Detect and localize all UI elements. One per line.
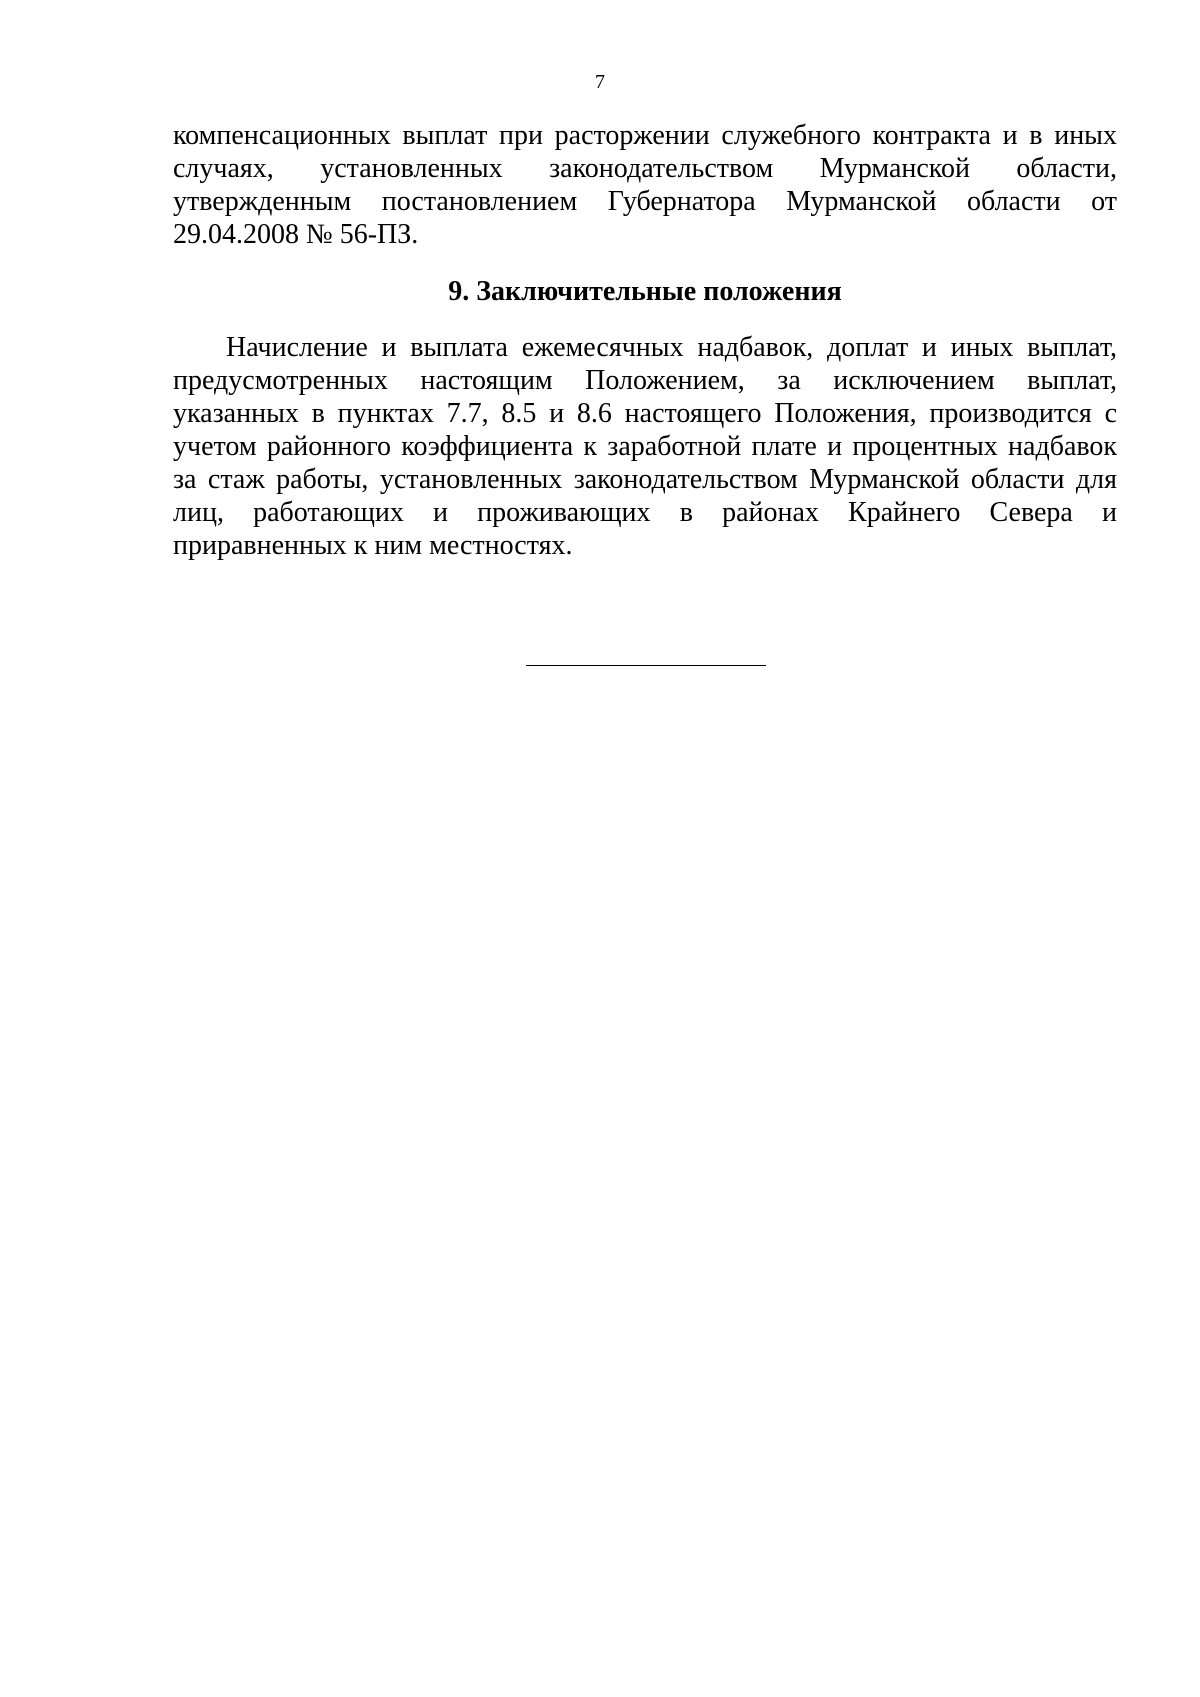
section-title: 9. Заключительные положения: [448, 276, 842, 307]
end-of-document-rule: [526, 665, 766, 666]
continuation-paragraph: компенсационных выплат при расторжении служебного контракта и в иных случаях, установленных законодательством Мурманской области, утвержденным постановлением Губернатора Мурманской области от 29.04.2008 № 56-ПЗ.: [173, 120, 1117, 250]
document-body: [173, 119, 1117, 562]
section-paragraph: Начисление и выплата ежемесячных надбавок, доплат и иных выплат, предусмотренных настоящим Положением, за исключением выплат, указанных в пунктах 7.7, 8.5 и 8.6 настоящего Положения, производится с учетом районного коэффициента к заработной плате и процентных надбавок за стаж работы, установленных законодательством Мурманской области для лиц, работающих и проживающих в районах Крайнего Севера и приравненных к ним местностях.: [173, 332, 1117, 561]
page-number: 7: [595, 71, 605, 93]
